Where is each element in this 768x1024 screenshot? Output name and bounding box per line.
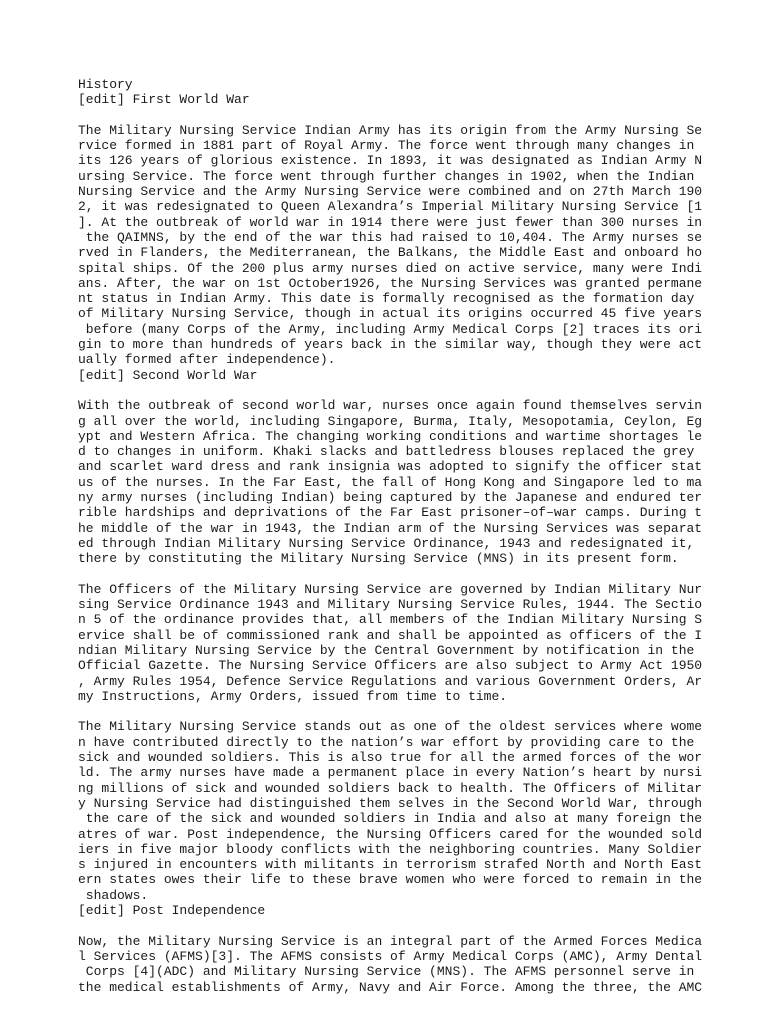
text-line: the QAIMNS, by the end of the war this had raised to 10,404. The Army nurses se bbox=[78, 229, 703, 245]
text-line: Corps [4](ADC) and Military Nursing Service (MNS). The AFMS personnel serve in bbox=[78, 964, 695, 980]
section-heading: [edit] First World War bbox=[78, 92, 250, 108]
text-line: atres of war. Post independence, the Nursing Officers cared for the wounded sold bbox=[78, 826, 703, 842]
text-line: of Military Nursing Service, though in actual its origins occurred 45 five years bbox=[78, 306, 703, 322]
paragraph bbox=[78, 719, 703, 903]
paragraph bbox=[78, 933, 703, 995]
section-heading: [edit] Second World War bbox=[78, 367, 258, 383]
text-line: there by constituting the Military Nursing Service (MNS) in its present form. bbox=[78, 551, 679, 567]
text-line: ndian Military Nursing Service by the Central Government by notification in the bbox=[78, 642, 695, 658]
text-line: ld. The army nurses have made a permanent place in every Nation’s heart by nursi bbox=[78, 765, 703, 781]
text-line: ans. After, the war on 1st October1926, the Nursing Services was granted permane bbox=[78, 275, 703, 291]
text-line: the care of the sick and wounded soldiers in India and also at many foreign the bbox=[78, 811, 703, 827]
text-line: spital ships. Of the 200 plus army nurses died on active service, many were Indi bbox=[78, 260, 703, 276]
text-line: The Officers of the Military Nursing Service are governed by Indian Military Nur bbox=[78, 581, 703, 597]
text-line: gin to more than hundreds of years back in the similar way, though they were act bbox=[78, 337, 703, 353]
text-line: n have contributed directly to the nation’s war effort by providing care to the bbox=[78, 734, 695, 750]
text-line: the medical establishments of Army, Navy and Air Force. Among the three, the AMC bbox=[78, 979, 703, 995]
text-line: he middle of the war in 1943, the Indian arm of the Nursing Services was separat bbox=[78, 520, 703, 536]
text-line: Nursing Service and the Army Nursing Service were combined and on 27th March 190 bbox=[78, 184, 703, 200]
text-line: rved in Flanders, the Mediterranean, the Balkans, the Middle East and onboard ho bbox=[78, 245, 703, 261]
text-line: y Nursing Service had distinguished them selves in the Second World War, through bbox=[78, 795, 703, 811]
blank-line bbox=[78, 567, 698, 582]
text-line: Now, the Military Nursing Service is an integral part of the Armed Forces Medica bbox=[78, 933, 703, 949]
text-line: ng millions of sick and wounded soldiers back to health. The Officers of Militar bbox=[78, 780, 703, 796]
text-line: 2, it was redesignated to Queen Alexandra’s Imperial Military Nursing Service [1 bbox=[78, 199, 703, 215]
text-line: nt status in Indian Army. This date is formally recognised as the formation day bbox=[78, 291, 695, 307]
text-line: sing Service Ordinance 1943 and Military Nursing Service Rules, 1944. The Sectio bbox=[78, 597, 703, 613]
text-line: before (many Corps of the Army, including Army Medical Corps [2] traces its ori bbox=[78, 321, 703, 337]
document-body bbox=[78, 92, 703, 995]
text-line: and scarlet ward dress and rank insignia was adopted to signify the officer stat bbox=[78, 459, 703, 475]
text-line: n 5 of the ordinance provides that, all members of the Indian Military Nursing S bbox=[78, 612, 703, 628]
section-title: History bbox=[78, 77, 133, 92]
text-line: ern states owes their life to these brave women who were forced to remain in the bbox=[78, 872, 703, 888]
text-line: s injured in encounters with militants in terrorism strafed North and North East bbox=[78, 857, 703, 873]
text-line: The Military Nursing Service Indian Army has its origin from the Army Nursing Se bbox=[78, 122, 703, 138]
text-line: ursing Service. The force went through further changes in 1902, when the Indian bbox=[78, 168, 695, 184]
text-line: ed through Indian Military Nursing Service Ordinance, 1943 and redesignated it, bbox=[78, 535, 695, 551]
text-line: Official Gazette. The Nursing Service Officers are also subject to Army Act 1950 bbox=[78, 658, 703, 674]
text-line: ervice shall be of commissioned rank and shall be appointed as officers of the I bbox=[78, 627, 703, 643]
text-line: ypt and Western Africa. The changing working conditions and wartime shortages le bbox=[78, 428, 703, 444]
text-line: us of the nurses. In the Far East, the fall of Hong Kong and Singapore led to ma bbox=[78, 474, 703, 490]
text-line: ually formed after independence). bbox=[78, 352, 336, 368]
text-line: rvice formed in 1881 part of Royal Army. The force went through many changes in bbox=[78, 138, 695, 154]
text-line: g all over the world, including Singapore, Burma, Italy, Mesopotamia, Ceylon, Eg bbox=[78, 413, 703, 429]
text-line: The Military Nursing Service stands out as one of the oldest services where wome bbox=[78, 719, 703, 735]
paragraph bbox=[78, 122, 703, 368]
blank-line bbox=[78, 918, 698, 933]
text-line: , Army Rules 1954, Defence Service Regulations and various Government Orders, Ar bbox=[78, 673, 703, 689]
text-line: l Services (AFMS)[3]. The AFMS consists of Army Medical Corps (AMC), Army Dental bbox=[78, 948, 703, 964]
text-line: shadows. bbox=[78, 887, 149, 903]
paragraph bbox=[78, 398, 703, 567]
text-line: d to changes in uniform. Khaki slacks and battledress blouses replaced the grey bbox=[78, 444, 695, 460]
document-page bbox=[78, 77, 703, 995]
section-heading: [edit] Post Independence bbox=[78, 903, 266, 919]
paragraph bbox=[78, 581, 703, 704]
text-line: its 126 years of glorious existence. In 1893, it was designated as Indian Army N bbox=[78, 153, 703, 169]
blank-line bbox=[78, 704, 698, 719]
text-line: my Instructions, Army Orders, issued from time to time. bbox=[78, 688, 508, 704]
text-line: ]. At the outbreak of world war in 1914 there were just fewer than 300 nurses in bbox=[78, 214, 703, 230]
text-line: With the outbreak of second world war, nurses once again found themselves servin bbox=[78, 398, 703, 414]
blank-line bbox=[78, 383, 698, 398]
blank-line bbox=[78, 108, 698, 123]
text-line: iers in five major bloody conflicts with the neighboring countries. Many Soldier bbox=[78, 841, 703, 857]
text-line: rible hardships and deprivations of the Far East prisoner–of–war camps. During t bbox=[78, 505, 703, 521]
text-line: ny army nurses (including Indian) being captured by the Japanese and endured ter bbox=[78, 490, 703, 506]
text-line: sick and wounded soldiers. This is also true for all the armed forces of the wor bbox=[78, 750, 703, 766]
